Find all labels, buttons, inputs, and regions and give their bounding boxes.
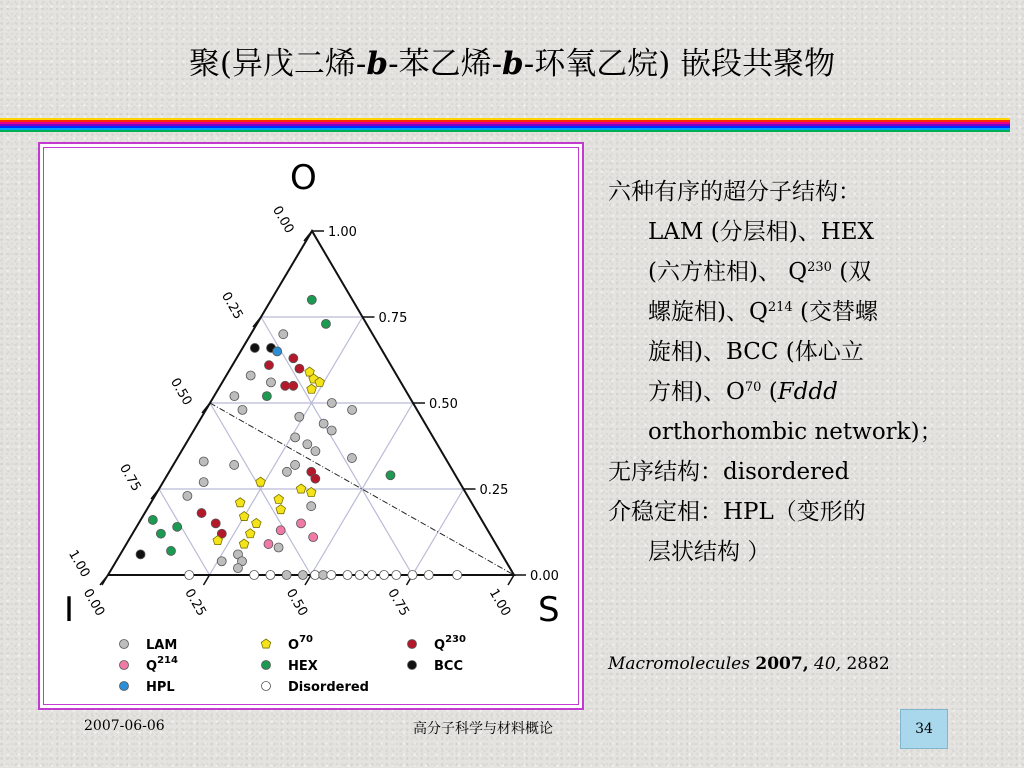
ref-journal: Macromolecules [608, 654, 750, 674]
data-point-lam [230, 392, 239, 401]
data-point-lam [348, 405, 357, 414]
data-point-hex [321, 319, 330, 328]
data-point-q230 [197, 509, 206, 518]
footer-course-title: 高分子科学与材料概论 [413, 721, 553, 737]
description-text [608, 172, 1008, 572]
tick-mark-bottom [508, 575, 514, 585]
data-point-q214 [276, 526, 285, 535]
fddd-italic: Fddd [777, 379, 838, 405]
legend-marker [408, 640, 417, 649]
hex-post: (双 [831, 259, 872, 285]
data-point-o70 [276, 505, 286, 514]
ref-page: 2882 [846, 654, 890, 674]
data-point-o70 [307, 384, 317, 393]
data-point-disordered [266, 571, 275, 580]
data-point-q230 [289, 381, 298, 390]
line-hpl-1: 介稳定相：HPL（变形的 [608, 499, 866, 525]
data-point-lam [291, 433, 300, 442]
data-point-q214 [297, 519, 306, 528]
data-point-disordered [453, 571, 462, 580]
data-point-q214 [264, 540, 273, 549]
data-point-lam [274, 543, 283, 552]
title-block-b1: b [366, 46, 389, 82]
tick-mark-bottom [102, 575, 108, 585]
data-point-lam [246, 371, 255, 380]
ref-volume: 40, [814, 654, 842, 674]
data-point-lam [199, 457, 208, 466]
legend-label: $Q^{230}$ [434, 634, 466, 653]
data-point-lam [282, 467, 291, 476]
tick-label-left: 0.75 [116, 461, 144, 495]
data-point-bcc [250, 343, 259, 352]
tick-label-right: 0.50 [429, 397, 458, 412]
data-point-lam [347, 454, 356, 463]
data-point-bcc [136, 550, 145, 559]
data-point-hex [262, 392, 271, 401]
data-point-disordered [185, 571, 194, 580]
legend-label: HEX [288, 659, 318, 674]
data-point-hex [167, 546, 176, 555]
data-point-lam [230, 460, 239, 469]
rainbow-divider [0, 118, 1010, 132]
data-point-o70 [256, 477, 266, 486]
data-point-disordered [311, 571, 320, 580]
tick-label-bottom: 1.00 [485, 586, 514, 619]
tick-label-bottom: 0.00 [79, 586, 108, 619]
line-hpl-2: 层状结构 ） [648, 539, 771, 565]
data-point-lam [233, 564, 242, 573]
data-point-q214 [309, 533, 318, 542]
legend-marker [262, 661, 271, 670]
ordered-structures-heading: 六种有序的超分子结构： [608, 179, 861, 205]
data-point-disordered [343, 571, 352, 580]
tick-label-right: 0.00 [530, 569, 559, 584]
tick-label-bottom: 0.50 [282, 586, 311, 619]
data-point-o70 [296, 484, 306, 493]
data-point-disordered [380, 571, 389, 580]
data-point-lam [291, 460, 300, 469]
data-point-lam [183, 491, 192, 500]
page-number: 34 [900, 709, 948, 749]
data-point-q230 [281, 381, 290, 390]
ternary-phase-diagram [40, 144, 582, 708]
data-point-lam [307, 502, 316, 511]
hex-pre: (六方柱相)、 Q [648, 259, 808, 285]
legend-label: HPL [146, 680, 175, 695]
legend-label-sup: 70 [299, 634, 313, 645]
data-point-o70 [235, 498, 245, 507]
legend-marker [261, 639, 271, 648]
vertex-label-i: I [64, 590, 75, 630]
tick-label-left: 0.25 [218, 289, 246, 323]
data-point-hex [386, 471, 395, 480]
legend-label: Disordered [288, 680, 369, 695]
line-hex [608, 252, 1008, 292]
line-o70 [608, 372, 1008, 412]
data-point-lam [217, 557, 226, 566]
tick-label-right: 0.75 [378, 311, 408, 326]
data-point-lam [199, 478, 208, 487]
data-point-lam [327, 426, 336, 435]
legend-marker [262, 682, 271, 691]
legend-label: BCC [434, 659, 463, 674]
grid-line-s [210, 317, 363, 575]
data-point-lam [303, 440, 312, 449]
line-ortho: orthorhombic network)； [648, 419, 943, 445]
line-lam: LAM (分层相)、HEX [648, 219, 874, 245]
data-point-lam [298, 571, 307, 580]
tick-label-bottom: 0.75 [384, 586, 412, 619]
line-bcc: 旋相)、BCC (体心立 [648, 339, 864, 365]
o70-post: ( [761, 379, 778, 405]
tick-mark-bottom [204, 575, 210, 585]
data-point-lam [282, 571, 291, 580]
legend-marker [408, 661, 417, 670]
legend-marker [120, 682, 129, 691]
ref-year: 2007, [755, 654, 809, 674]
sup-214: 214 [767, 300, 793, 315]
data-point-o70 [252, 518, 262, 527]
data-point-hex [148, 515, 157, 524]
tick-label-left: 0.00 [269, 203, 297, 237]
title-part-2: -苯乙烯- [388, 46, 503, 82]
data-point-disordered [392, 571, 401, 580]
title-part-1: 聚(异戊二烯- [188, 46, 367, 82]
data-point-lam [311, 447, 320, 456]
reference-citation [608, 654, 890, 674]
sup-70: 70 [744, 380, 762, 395]
data-point-hex [173, 522, 182, 531]
data-point-lam [266, 378, 275, 387]
tick-label-right: 0.25 [479, 483, 509, 498]
legend-label-sup: 214 [157, 655, 178, 666]
data-point-lam [319, 571, 328, 580]
data-point-lam [319, 419, 328, 428]
legend-marker [120, 640, 129, 649]
data-point-q230 [289, 354, 298, 363]
data-point-o70 [245, 529, 255, 538]
data-point-lam [295, 412, 304, 421]
data-point-q230 [211, 519, 220, 528]
grid-line-i [261, 317, 413, 575]
line-disordered: 无序结构：disordered [608, 459, 850, 485]
tick-label-left: 1.00 [65, 547, 93, 581]
tick-label-left: 0.50 [167, 375, 195, 409]
title-part-3: -环氧乙烷) 嵌段共聚物 [523, 46, 836, 82]
data-point-o70 [239, 512, 249, 521]
title-block-b2: b [502, 46, 524, 82]
vertex-label-o: O [290, 158, 317, 198]
tick-label-right: 1.00 [328, 225, 357, 240]
data-point-disordered [424, 571, 433, 580]
ternary-grid [159, 317, 514, 575]
data-point-disordered [250, 571, 259, 580]
data-point-hex [156, 529, 165, 538]
legend-label: $O^{70}$ [288, 634, 313, 653]
data-point-lam [327, 399, 336, 408]
vertex-label-s: S [538, 590, 560, 630]
data-point-disordered [327, 571, 336, 580]
legend-label-sup: 230 [445, 634, 466, 645]
data-point-lam [238, 405, 247, 414]
data-point-o70 [274, 494, 284, 503]
q214-post: (交替螺 [792, 299, 878, 325]
q214-pre: 螺旋相)、Q [648, 299, 768, 325]
data-point-disordered [408, 571, 417, 580]
tick-label-bottom: 0.25 [181, 586, 209, 619]
legend-label: LAM [146, 638, 178, 653]
sup-230: 230 [807, 260, 832, 275]
footer-date: 2007-06-06 [84, 718, 165, 734]
slide-title [0, 38, 1024, 83]
legend-label: $Q^{214}$ [146, 655, 178, 674]
data-point-disordered [355, 571, 364, 580]
data-point-q230 [264, 361, 273, 370]
data-point-q230 [311, 474, 320, 483]
line-q214 [608, 292, 1008, 332]
grid-line-i [159, 489, 210, 575]
o70-pre: 方相)、O [648, 379, 745, 405]
data-point-hex [307, 295, 316, 304]
phase-legend [120, 634, 466, 695]
data-point-hpl [273, 347, 282, 356]
data-point-lam [279, 330, 288, 339]
data-point-o70 [239, 539, 249, 548]
legend-marker [120, 661, 129, 670]
ternary-data-points [136, 295, 462, 579]
data-point-q230 [295, 364, 304, 373]
data-point-disordered [367, 571, 376, 580]
